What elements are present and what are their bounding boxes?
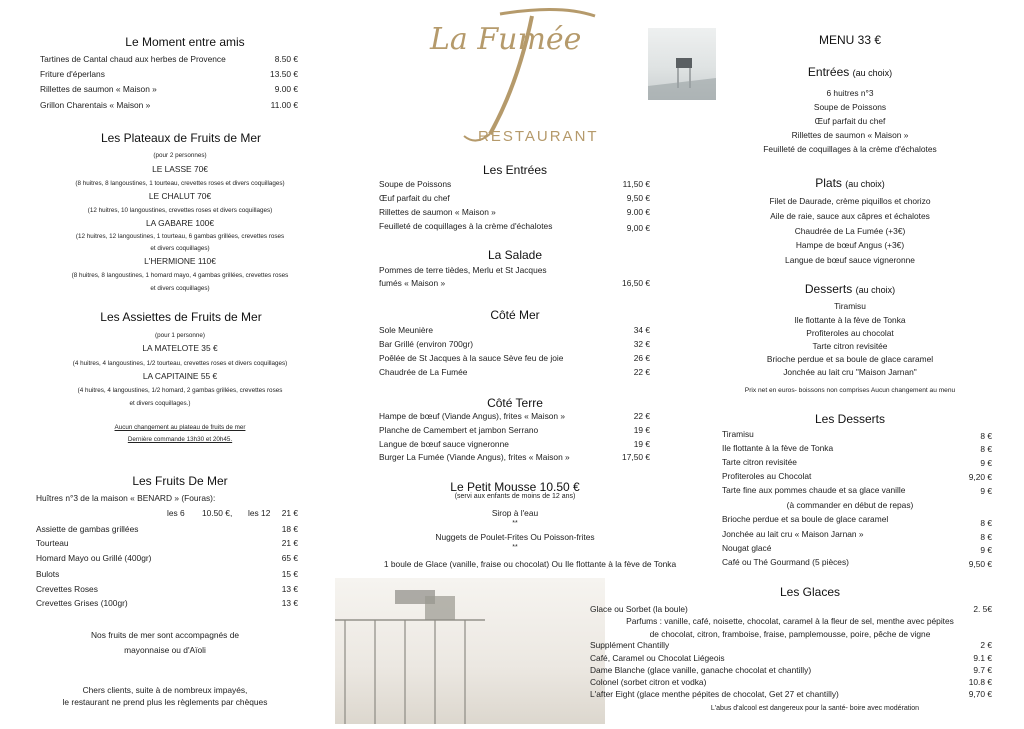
menu-plats-choice: (au choix) <box>845 179 885 189</box>
fruits-price: 13 € <box>281 598 298 608</box>
salade-title: La Salade <box>487 248 543 262</box>
fruits-price6: 10.50 €, <box>202 508 233 518</box>
moment-item: Rillettes de saumon « Maison » <box>40 84 157 94</box>
assiettes-line: LA CAPITAINE 55 € <box>142 371 218 381</box>
fruits-price12: 21 € <box>281 508 298 518</box>
plateaux-line: et divers coquillages) <box>150 285 210 292</box>
dessert-price: 9,50 € <box>968 559 992 569</box>
fruits-item: Tourteau <box>36 538 69 548</box>
plateaux-line: (12 huitres, 10 langoustines, crevettes roses et divers coquillages) <box>87 207 273 214</box>
glace-price: 9.7 € <box>973 665 992 675</box>
menu-plat: Hampe de bœuf Angus (+3€) <box>795 240 905 250</box>
dessert-item: Café ou Thé Gourmand (5 pièces) <box>722 557 849 567</box>
menu-desserts-label: Desserts <box>804 282 853 296</box>
menu-dessert: Tarte citron revisitée <box>812 341 888 351</box>
glace-price: 9.1 € <box>973 653 992 663</box>
mer-item: Bar Grillé (environ 700gr) <box>379 339 474 349</box>
entrees-price: 9.00 € <box>626 207 650 217</box>
glaces-title: Les Glaces <box>779 585 841 599</box>
plateaux-line: (pour 2 personnes) <box>153 152 207 159</box>
terre-item: Burger La Fumée (Viande Angus), frites « Maison » <box>379 452 570 462</box>
fruits-item: Homard Mayo ou Grillé (400gr) <box>36 553 152 563</box>
menu-plats-label: Plats <box>815 176 842 190</box>
menu-plat: Chaudrée de La Fumée (+3€) <box>794 226 906 236</box>
plateaux-line: LE LASSE 70€ <box>152 164 208 174</box>
fruits-price: 18 € <box>281 524 298 534</box>
dessert-price: 9 € <box>980 486 992 496</box>
moment-price: 13.50 € <box>270 69 298 79</box>
mousse-line: Sirop à l'eau <box>491 508 539 518</box>
entrees-item: Feuilleté de coquillages à la crème d'échalotes <box>379 221 553 231</box>
fruits-price: 13 € <box>281 584 298 594</box>
glace-item: L'after Eight (glace menthe pépites de chocolat, Get 27 et chantilly) <box>590 689 839 699</box>
menu-entree: 6 huitres n°3 <box>826 88 874 98</box>
dessert-price: 8 € <box>980 444 992 454</box>
fruits-huitres: Huîtres n°3 de la maison « BENARD » (Fouras): <box>36 493 216 503</box>
menu-entrees-title <box>740 65 960 79</box>
menu-title: MENU 33 € <box>818 33 882 47</box>
mer-item: Chaudrée de La Fumée <box>379 367 468 377</box>
dessert-item: Tarte citron revisitée <box>722 457 797 467</box>
dessert-item: Profiteroles au Chocolat <box>722 471 812 481</box>
terre-item: Langue de bœuf sauce vigneronne <box>379 439 509 449</box>
mousse-title: Le Petit Mousse 10.50 € <box>450 480 580 494</box>
logo-script: La Fumée <box>430 22 582 57</box>
fruits-accomp: mayonnaise ou d'Aïoli <box>124 645 206 655</box>
glace-item: Dame Blanche (glace vanille, ganache chocolat et chantilly) <box>590 665 812 675</box>
dessert-price: 8 € <box>980 518 992 528</box>
assiettes-line: et divers coquillages.) <box>129 400 191 407</box>
fruits-accomp: Nos fruits de mer sont accompagnés de <box>90 630 240 640</box>
logo-word: RESTAURANT <box>478 128 599 145</box>
mer-price: 22 € <box>633 367 650 377</box>
mer-price: 26 € <box>633 353 650 363</box>
terre-price: 19 € <box>633 439 650 449</box>
menu-plats-title <box>740 176 960 190</box>
salade-price: 16,50 € <box>622 278 650 288</box>
dessert-price: 9 € <box>980 458 992 468</box>
glace-price: 9,70 € <box>968 689 992 699</box>
dessert-price: 9 € <box>980 545 992 555</box>
menu-dessert: Brioche perdue et sa boule de glace caramel <box>766 354 934 364</box>
menu-entree: Feuilleté de coquillages à la crème d'échalotes <box>763 144 937 154</box>
glace-sorbet-price: 2. 5€ <box>973 604 992 614</box>
entrees-title: Les Entrées <box>482 163 548 177</box>
menu-entree: Soupe de Poissons <box>813 102 887 112</box>
fruits-item: Assiette de gambas grillées <box>36 524 139 534</box>
entrees-item: Œuf parfait du chef <box>379 193 450 203</box>
menu-entrees-label: Entrées <box>807 65 850 79</box>
menu-plat: Langue de bœuf sauce vigneronne <box>785 255 915 265</box>
fruits-title: Les Fruits De Mer <box>132 474 228 488</box>
moment-price: 11.00 € <box>270 100 298 110</box>
moment-item: Tartines de Cantal chaud aux herbes de Provence <box>40 54 226 64</box>
dessert-item: Ile flottante à la fève de Tonka <box>722 443 834 453</box>
dessert-price: 8 € <box>980 532 992 542</box>
assiettes-note: Dernière commande 13h30 et 20h45. <box>127 436 233 443</box>
glace-item: Colonel (sorbet citron et vodka) <box>590 677 707 687</box>
entrees-item: Rillettes de saumon « Maison » <box>379 207 496 217</box>
dessert-item: Jonchée au lait cru « Maison Jarnan » <box>722 529 864 539</box>
glace-sorbet: Glace ou Sorbet (la boule) <box>590 604 688 614</box>
menu-entrees-choice: (au choix) <box>852 68 893 78</box>
salade-line: Pommes de terre tièdes, Merlu et St Jacques <box>379 265 547 275</box>
assiettes-line: LA MATELOTE 35 € <box>142 343 218 353</box>
mousse-sub: (servi aux enfants de moins de 12 ans) <box>454 493 576 500</box>
mer-item: Sole Meunière <box>379 325 434 335</box>
cheques-notice: le restaurant ne prend plus les règlements par chèques <box>62 697 268 707</box>
plateaux-title: Les Plateaux de Fruits de Mer <box>100 131 262 145</box>
terre-item: Planche de Camembert et jambon Serrano <box>379 425 539 435</box>
desserts-title: Les Desserts <box>814 412 886 426</box>
dessert-price: 8 € <box>980 431 992 441</box>
mousse-sep: ** <box>512 520 518 527</box>
menu-desserts-choice: (au choix) <box>855 285 896 295</box>
alcool-warning: L'abus d'alcool est dangereux pour la santé- boire avec modération <box>710 705 920 712</box>
menu-prix-note: Prix net en euros- boissons non comprises Aucun changement au menu <box>744 387 956 394</box>
plateaux-line: L'HERMIONE 110€ <box>144 256 216 266</box>
menu-dessert: Profiteroles au chocolat <box>806 328 894 338</box>
salade-line: fumés « Maison » <box>379 278 446 288</box>
cheques-notice: Chers clients, suite à de nombreux impayés, <box>82 685 248 695</box>
moment-item: Friture d'éperlans <box>40 69 105 79</box>
glace-item: Café, Caramel ou Chocolat Liégeois <box>590 653 725 663</box>
assiettes-note: Aucun changement au plateau de fruits de mer <box>114 424 246 431</box>
dessert-item: Nougat glacé <box>722 543 772 553</box>
moment-title: Le Moment entre amis <box>125 35 245 49</box>
mer-price: 34 € <box>633 325 650 335</box>
mer-price: 32 € <box>633 339 650 349</box>
mer-title: Côté Mer <box>490 308 540 322</box>
glace-parfums: de chocolat, citron, framboise, fraise, pamplemousse, poire, pêche de vigne <box>649 629 931 639</box>
moment-item: Grillon Charentais « Maison » <box>40 100 151 110</box>
dessert-item: Tiramisu <box>722 429 754 439</box>
glace-price: 2 € <box>980 640 992 650</box>
menu-plat: Aile de raie, sauce aux câpres et échalotes <box>770 211 930 221</box>
photo-pier-small <box>648 28 716 100</box>
terre-price: 19 € <box>633 425 650 435</box>
assiettes-line: (pour 1 personne) <box>154 332 206 339</box>
fruits-item: Crevettes Roses <box>36 584 98 594</box>
logo <box>420 4 610 154</box>
glace-item: Supplément Chantilly <box>590 640 670 650</box>
dessert-commande: (à commander en début de repas) <box>786 500 914 510</box>
mer-item: Poêlée de St Jacques à la sauce Sève feu de joie <box>379 353 564 363</box>
dessert-item: Brioche perdue et sa boule de glace caramel <box>722 514 889 524</box>
fruits-les12: les 12 <box>248 508 271 518</box>
fruits-price: 15 € <box>281 569 298 579</box>
menu-entree: Rillettes de saumon « Maison » <box>791 130 909 140</box>
assiettes-title: Les Assiettes de Fruits de Mer <box>100 310 262 324</box>
menu-plat: Filet de Daurade, crème piquillos et chorizo <box>769 196 931 206</box>
plateaux-line: (8 huitres, 8 langoustines, 1 tourteau, crevettes roses et divers coquillages) <box>75 180 285 187</box>
menu-dessert: Jonchée au lait cru "Maison Jarnan" <box>783 367 917 377</box>
plateaux-line: et divers coquillages) <box>150 245 210 252</box>
plateaux-line: (12 huitres, 12 langoustines, 1 tourteau, 6 gambas grillées, crevettes roses <box>75 233 285 240</box>
mousse-line: 1 boule de Glace (vanille, fraise ou chocolat) Ou Ile flottante à la fève de Tonka <box>383 559 677 569</box>
menu-desserts-title <box>740 282 960 296</box>
mousse-sep: ** <box>512 544 518 551</box>
menu-entree: Œuf parfait du chef <box>814 116 886 126</box>
moment-price: 8.50 € <box>274 54 298 64</box>
terre-price: 22 € <box>633 411 650 421</box>
photo-pier-large <box>335 578 605 724</box>
fruits-item: Crevettes Grises (100gr) <box>36 598 128 608</box>
terre-price: 17,50 € <box>622 452 650 462</box>
dessert-price: 9,20 € <box>968 472 992 482</box>
assiettes-line: (4 huitres, 4 langoustines, 1/2 tourteau, crevettes roses et divers coquillages) <box>72 360 288 367</box>
fruits-price: 65 € <box>281 553 298 563</box>
moment-price: 9.00 € <box>274 84 298 94</box>
entrees-price: 9,50 € <box>626 193 650 203</box>
entrees-item: Soupe de Poissons <box>379 179 452 189</box>
plateaux-line: LE CHALUT 70€ <box>148 191 212 201</box>
fruits-les6: les 6 <box>167 508 185 518</box>
fruits-item: Bulots <box>36 569 60 579</box>
terre-item: Hampe de bœuf (Viande Angus), frites « Maison » <box>379 411 566 421</box>
plateaux-line: (8 huitres, 8 langoustines, 1 homard mayo, 4 gambas grillées, crevettes roses <box>71 272 289 279</box>
terre-title: Côté Terre <box>487 396 543 410</box>
dessert-item: Tarte fine aux pommes chaude et sa glace vanille <box>722 485 906 495</box>
menu-dessert: Ile flottante à la fève de Tonka <box>794 315 906 325</box>
menu-dessert: Tiramisu <box>834 301 866 311</box>
entrees-price: 11,50 € <box>622 179 650 189</box>
glace-price: 10.8 € <box>968 677 992 687</box>
entrees-price: 9,00 € <box>626 223 650 233</box>
assiettes-line: (4 huitres, 4 langoustines, 1/2 homard, 2 gambas grillées, crevettes roses <box>77 387 283 394</box>
fruits-price: 21 € <box>281 538 298 548</box>
plateaux-line: LA GABARE 100€ <box>146 218 214 228</box>
glace-parfums: Parfums : vanille, café, noisette, chocolat, caramel à la fleur de sel, menthe avec pépites <box>626 616 954 626</box>
mousse-line: Nuggets de Poulet-Frites Ou Poisson-frites <box>435 532 595 542</box>
